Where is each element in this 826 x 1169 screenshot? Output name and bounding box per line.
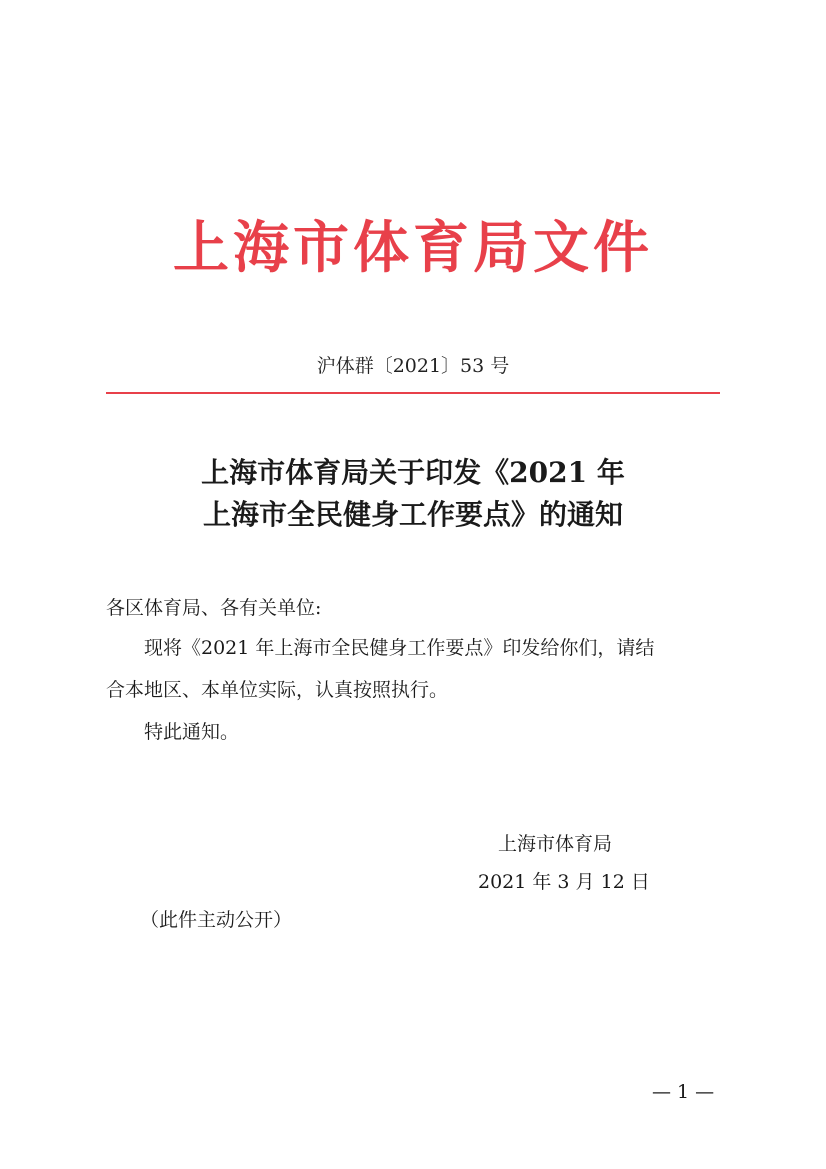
document-title-line-1: 上海市体育局关于印发《2021 年 [201,456,625,489]
salutation: 各区体育局、各有关单位: [106,597,322,619]
document-number: 沪体群〔2021〕53 号 [316,355,510,377]
disclosure-note: （此件主动公开） [140,909,293,931]
body-paragraph-line-2: 合本地区、本单位实际，认真按照执行。 [106,679,449,701]
issue-date: 2021 年 3 月 12 日 [478,871,650,893]
closing-remark: 特此通知。 [144,721,240,743]
body-paragraph-line-1: 现将《2021 年上海市全民健身工作要点》印发给你们，请结 [144,637,655,659]
document-title-line-2: 上海市全民健身工作要点》的通知 [202,498,623,531]
page-number: — 1 — [652,1081,715,1103]
document-masthead: 上海市体育局文件 [173,215,653,281]
document-title [0,452,826,536]
red-separator-line [106,392,720,394]
signer-organization: 上海市体育局 [498,833,613,855]
